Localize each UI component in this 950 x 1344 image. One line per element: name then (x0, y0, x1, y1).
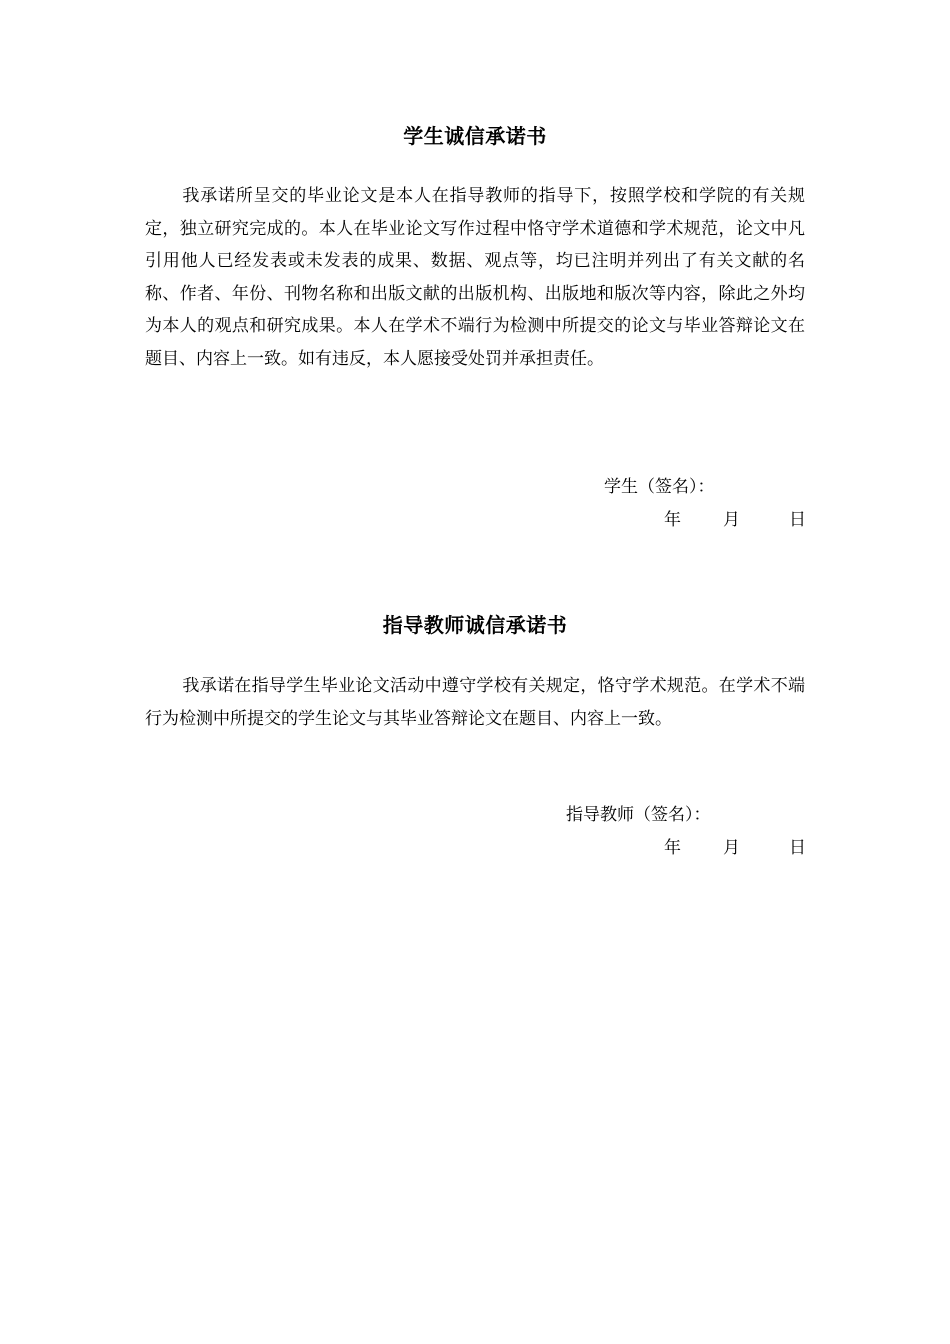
student-date-year: 年 (664, 510, 681, 530)
student-date-month: 月 (723, 510, 740, 530)
advisor-pledge-title: 指导教师诚信承诺书 (382, 613, 568, 637)
student-date-day: 日 (789, 510, 806, 530)
student-signature-label: 学生（签名）： (604, 477, 715, 497)
advisor-date-year: 年 (664, 838, 681, 858)
student-pledge-title: 学生诚信承诺书 (403, 124, 547, 148)
advisor-signature-label: 指导教师（签名）： (566, 805, 711, 825)
advisor-date-day: 日 (789, 838, 806, 858)
student-date-line (664, 505, 806, 530)
advisor-pledge-body: 我承诺在指导学生毕业论文活动中遵守学校有关规定，恪守学术规范。在学术不端行为检测中所提交的学生论文与其毕业答辩论文在题目、内容上一致。 (145, 676, 805, 729)
advisor-date-month: 月 (723, 838, 740, 858)
advisor-date-line (664, 833, 806, 858)
student-pledge-body: 我承诺所呈交的毕业论文是本人在指导教师的指导下，按照学校和学院的有关规定，独立研究完成的。本人在毕业论文写作过程中恪守学术道德和学术规范，论文中凡引用他人已经发表或未发表的成果、数据、观点等，均已注明并列出了有关文献的名称、作者、年份、刊物名称和出版文献的出版机构、出版地和版次等内容，除此之外均为本人的观点和研究成果。本人在学术不端行为检测中所提交的论文与毕业答辩论文在题目、内容上一致。如有违反，本人愿接受处罚并承担责任。 (145, 186, 805, 369)
